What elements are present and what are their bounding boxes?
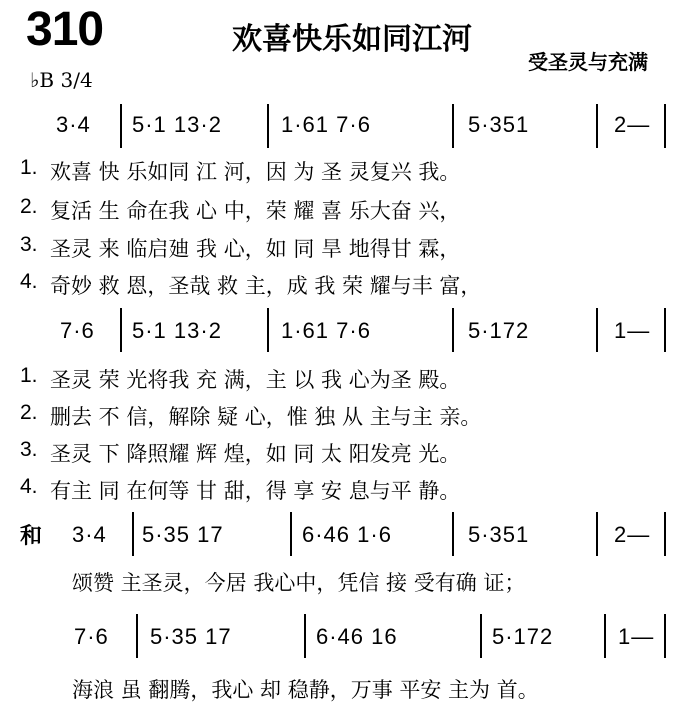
note-group: 3·4 xyxy=(56,112,91,137)
key-signature: ♭B 3/4 xyxy=(30,68,93,92)
barline xyxy=(480,614,482,658)
barline xyxy=(664,614,666,658)
barline xyxy=(664,104,666,148)
note-group: 5·35 17 xyxy=(142,522,224,547)
verse-number: 1. xyxy=(20,364,38,387)
hymn-category: 受圣灵与充满 xyxy=(528,50,648,74)
barline xyxy=(304,614,306,658)
hymn-title: 欢喜快乐如同江河 xyxy=(232,22,472,57)
lyric-line: 圣灵 来 临启廸 我 心，如 同 旱 地得甘 霖， xyxy=(50,237,461,261)
barline xyxy=(120,308,122,352)
note-group: 1·61 7·6 xyxy=(281,318,371,343)
note-group: 3·4 xyxy=(72,522,107,547)
verse-number: 3. xyxy=(20,438,38,461)
barline xyxy=(290,512,292,556)
note-group: 2— xyxy=(614,522,651,547)
note-group: 2— xyxy=(614,112,651,137)
note-group: 7·6 xyxy=(74,624,109,649)
lyric-line: 奇妙 救 恩，圣哉 救 主，成 我 荣 耀与丰 富， xyxy=(50,274,482,298)
note-group: 7·6 xyxy=(60,318,95,343)
lyric-line: 圣灵 荣 光将我 充 满，主 以 我 心为圣 殿。 xyxy=(50,368,461,392)
lyric-line: 海浪 虽 翻腾，我心 却 稳静，万事 平安 主为 首。 xyxy=(72,678,539,702)
lyric-line: 颂赞 主圣灵，今居 我心中，凭信 接 受有确 证； xyxy=(72,571,526,595)
note-group: 5·351 xyxy=(468,522,530,547)
verse-number: 2. xyxy=(20,401,38,424)
note-group: 6·46 1·6 xyxy=(302,522,392,547)
barline xyxy=(604,614,606,658)
lyric-line: 删去 不 信，解除 疑 心，惟 独 从 主与主 亲。 xyxy=(50,405,482,429)
barline xyxy=(120,104,122,148)
barline xyxy=(452,512,454,556)
barline xyxy=(664,512,666,556)
note-group: 5·351 xyxy=(468,112,530,137)
chorus-label: 和 xyxy=(20,524,43,549)
note-group: 5·172 xyxy=(468,318,530,343)
verse-number: 2. xyxy=(20,195,38,218)
lyric-line: 圣灵 下 降照耀 辉 煌，如 同 太 阳发亮 光。 xyxy=(50,442,461,466)
verse-number: 4. xyxy=(20,270,38,293)
note-group: 6·46 16 xyxy=(316,624,398,649)
barline xyxy=(267,104,269,148)
lyric-line: 有主 同 在何等 甘 甜，得 享 安 息与平 静。 xyxy=(50,479,461,503)
verse-number: 4. xyxy=(20,475,38,498)
barline xyxy=(452,308,454,352)
verse-number: 3. xyxy=(20,233,38,256)
note-group: 5·1 13·2 xyxy=(132,318,222,343)
note-group: 1·61 7·6 xyxy=(281,112,371,137)
verse-number: 1. xyxy=(20,156,38,179)
note-group: 5·172 xyxy=(492,624,554,649)
note-group: 5·35 17 xyxy=(150,624,232,649)
lyric-line: 复活 生 命在我 心 中，荣 耀 喜 乐大奋 兴， xyxy=(50,199,461,223)
barline xyxy=(596,308,598,352)
note-group: 1— xyxy=(618,624,655,649)
note-group: 5·1 13·2 xyxy=(132,112,222,137)
barline xyxy=(596,512,598,556)
barline xyxy=(132,512,134,556)
barline xyxy=(136,614,138,658)
barline xyxy=(596,104,598,148)
note-group: 1— xyxy=(614,318,651,343)
lyric-line: 欢喜 快 乐如同 江 河，因 为 圣 灵复兴 我。 xyxy=(50,160,461,184)
barline xyxy=(664,308,666,352)
barline xyxy=(452,104,454,148)
hymn-number: 310 xyxy=(26,3,104,56)
barline xyxy=(267,308,269,352)
